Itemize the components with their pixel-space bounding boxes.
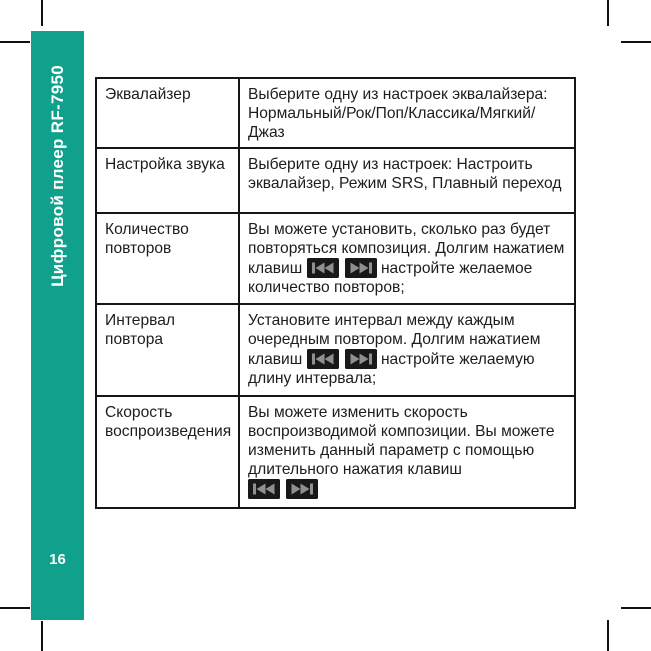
setting-description-cell: Вы можете установить, сколько раз будет повторяться композиция. Долгим нажатием клавиш настройте желаемое количество повторов;: [239, 213, 575, 304]
crop-mark-bottom-right-vertical: [607, 620, 609, 651]
crop-mark-bottom-right-horizontal: [621, 607, 651, 609]
setting-name-cell: Количество повторов: [96, 213, 239, 304]
crop-mark-bottom-left-horizontal: [0, 607, 30, 609]
prev-track-icon: [307, 258, 339, 278]
crop-mark-top-left-vertical: [41, 0, 43, 26]
next-track-icon: [286, 479, 318, 499]
next-track-icon: [345, 349, 377, 369]
setting-description-cell: Вы можете изменить скорость воспроизводимой композиции. Вы можете изменить данный параметр с помощью длительного нажатия клавиш: [239, 396, 575, 508]
prev-track-icon: [307, 349, 339, 369]
page-number: 16: [49, 551, 66, 568]
settings-table-body: [96, 78, 575, 508]
setting-name-cell: Эквалайзер: [96, 78, 239, 148]
chapter-title: Цифровой плеер RF-7950: [47, 65, 67, 287]
setting-description-cell: Выберите одну из настроек: Настроить эквалайзер, Режим SRS, Плавный переход: [239, 148, 575, 213]
prev-track-icon: [248, 479, 280, 499]
setting-name-cell: Скорость воспроизведения: [96, 396, 239, 508]
crop-mark-top-left-horizontal: [0, 41, 30, 43]
setting-name-cell: Интервал повтора: [96, 304, 239, 396]
setting-name-cell: Настройка звука: [96, 148, 239, 213]
crop-mark-top-right-horizontal: [621, 41, 651, 43]
crop-mark-top-right-vertical: [607, 0, 609, 26]
table-row: [96, 148, 575, 213]
table-row: [96, 78, 575, 148]
table-row: [96, 213, 575, 304]
next-track-icon: [345, 258, 377, 278]
setting-description-cell: Выберите одну из настроек эквалайзера: Нормальный/Рок/Поп/Классика/Мягкий/Джаз: [239, 78, 575, 148]
setting-description-cell: Установите интервал между каждым очередным повтором. Долгим нажатием клавиш настройте желаемую длину интервала;: [239, 304, 575, 396]
table-row: [96, 396, 575, 508]
settings-table: [95, 77, 576, 509]
crop-mark-bottom-left-vertical: [41, 621, 43, 651]
chapter-sidebar: [31, 31, 84, 620]
table-row: [96, 304, 575, 396]
